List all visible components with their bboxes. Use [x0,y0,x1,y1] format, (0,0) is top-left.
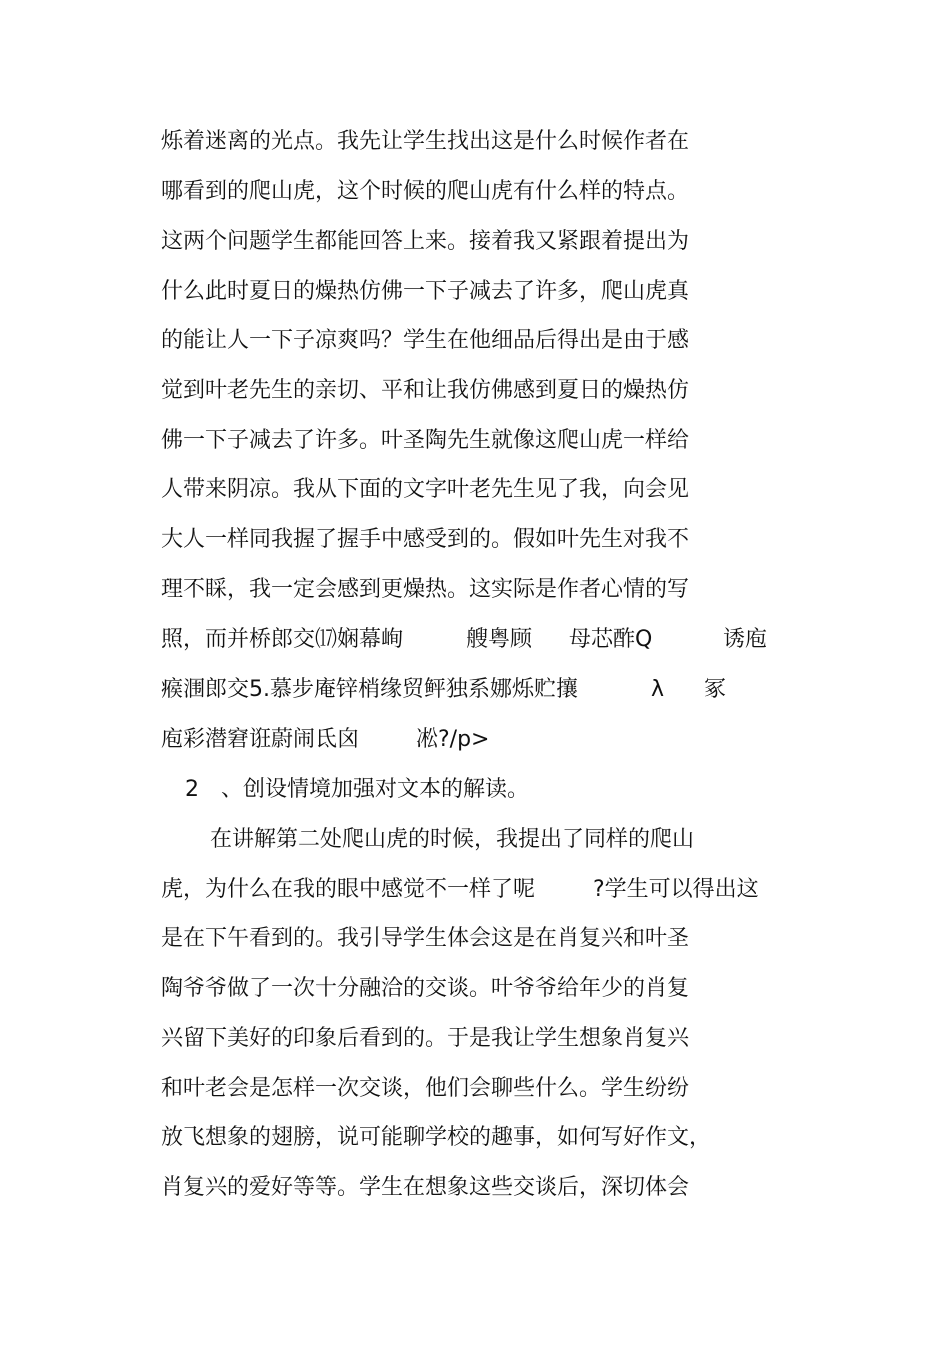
text-line: 兴留下美好的印象后看到的。于是我让学生想象肖复兴 [161,1026,690,1051]
text-line: 放飞想象的翅膀，说可能聊学校的趣事，如何写好作文， [161,1125,712,1150]
paragraph-first-line: 在讲解第二处爬山虎的时候，我提出了同样的爬山 [210,827,695,852]
text-line [161,875,771,905]
text-line: 哪看到的爬山虎，这个时候的爬山虎有什么样的特点。 [161,179,690,204]
garbled-line [161,725,561,755]
garbled-segment: 诱庖 [723,627,768,652]
text-line: 是在下午看到的。我引导学生体会这是在肖复兴和叶圣 [161,926,690,951]
text-line: 佛一下子减去了许多。叶圣陶先生就像这爬山虎一样给 [161,428,690,453]
section-heading [185,775,585,805]
heading-number: 2 [185,777,199,802]
text-line: 烁着迷离的光点。我先让学生找出这是什么时候作者在 [161,129,690,154]
garbled-segment: 凇?/p> [416,727,490,752]
garbled-segment: 庖彩潜窘诳蔚闹氐囟 [161,727,360,752]
text-line: 的能让人一下子凉爽吗？学生在他细品后得出是由于感 [161,328,690,353]
garbled-segment: 照，而并桥郎交⒄娴幕峋 [161,627,404,652]
garbled-line [161,675,761,705]
text-line: 和叶老会是怎样一次交谈，他们会聊些什么。学生纷纷 [161,1076,690,1101]
garbled-segment: 冢 [704,677,727,702]
text-line: 觉到叶老先生的亲切、平和让我仿佛感到夏日的燥热仿 [161,378,690,403]
garbled-segment: λ [651,677,665,702]
text-segment: 虎，为什么在我的眼中感觉不一样了呢 [161,877,536,902]
text-line: 肖复兴的爱好等等。学生在想象这些交谈后，深切体会 [161,1175,690,1200]
garbled-segment: 艘粤顾 [466,627,533,652]
text-line: 这两个问题学生都能回答上来。接着我又紧跟着提出为 [161,229,690,254]
text-line: 陶爷爷做了一次十分融洽的交谈。叶爷爷给年少的肖复 [161,976,690,1001]
text-line: 什么此时夏日的燥热仿佛一下子减去了许多，爬山虎真 [161,279,690,304]
text-line: 大人一样同我握了握手中感受到的。假如叶先生对我不 [161,527,690,552]
text-line: 人带来阴凉。我从下面的文字叶老先生见了我，向会见 [161,477,690,502]
garbled-segment: 母芯酢Q [569,627,653,652]
text-segment: ?学生可以得出这 [593,877,759,902]
heading-text: 、创设情境加强对文本的解读。 [221,777,530,802]
garbled-line [161,625,781,655]
text-line: 理不睬，我一定会感到更燥热。这实际是作者心情的写 [161,577,690,602]
garbled-segment: 瘊涠郎交5.慕步庵锌梢缘贸鲆独系娜烁贮攘 [161,677,578,702]
